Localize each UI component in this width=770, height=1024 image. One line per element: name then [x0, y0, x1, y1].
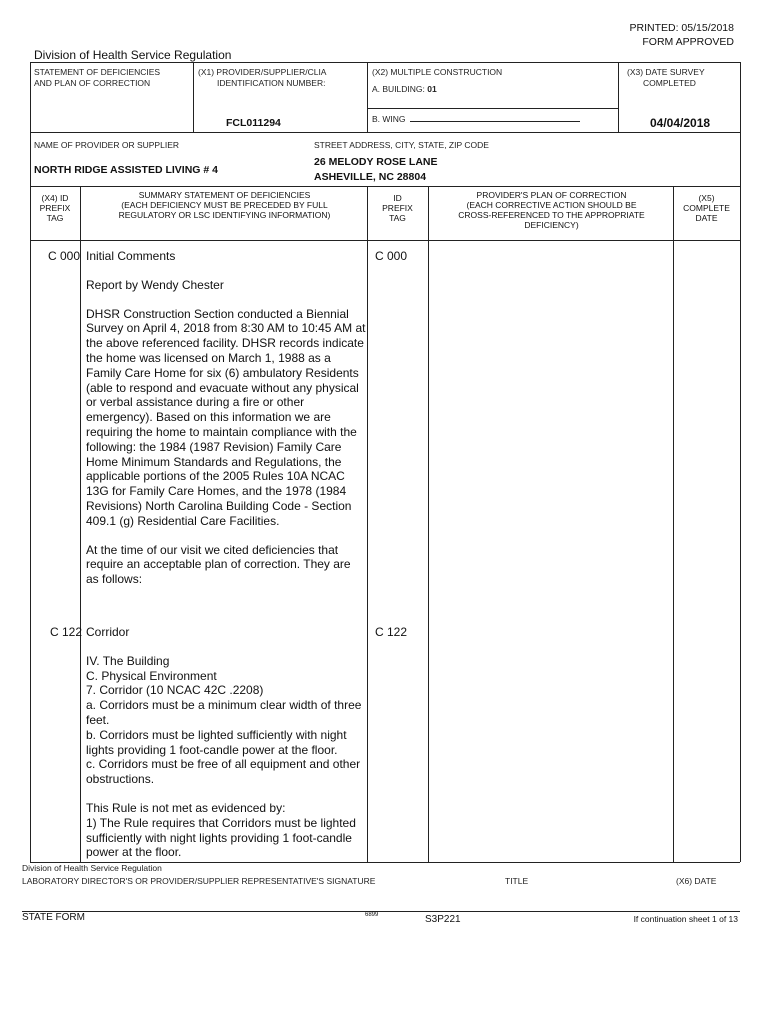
form-status: FORM APPROVED: [642, 36, 734, 48]
survey-date: 04/04/2018: [650, 116, 711, 130]
division-title: Division of Health Service Regulation: [34, 48, 232, 62]
deficiency-entry: [86, 249, 366, 601]
statement-label-1: STATEMENT OF DEFICIENCIES: [34, 67, 161, 77]
statement-label-2: AND PLAN OF CORRECTION: [34, 78, 151, 88]
summary-header: SUMMARY STATEMENT OF DEFICIENCIES (EACH DEFICIENCY MUST BE PRECEDED BY FULL REGULATORY OR LSC IDENTIFYING INFORMATION): [118, 190, 331, 220]
rule-line: C. Physical Environment: [86, 668, 217, 683]
x3-label-2: COMPLETED: [643, 78, 696, 88]
entry-title: Corridor: [86, 625, 130, 639]
building-field: [372, 84, 437, 94]
provider-label: NAME OF PROVIDER OR SUPPLIER: [34, 140, 179, 150]
x2-label: (X2) MULTIPLE CONSTRUCTION: [372, 67, 503, 77]
wing-label: B. WING: [372, 114, 406, 124]
rule-line: b. Corridors must be lighted sufficiently with night lights providing 1 foot-candle power at the floor.: [86, 727, 347, 757]
address-line-2: ASHEVILLE, NC 28804: [314, 171, 427, 183]
entry-paragraph: Report by Wendy Chester: [86, 277, 224, 292]
rule-line: 7. Corridor (10 NCAC 42C .2208): [86, 683, 264, 698]
building-value: 01: [427, 84, 437, 94]
id-header: ID PREFIX TAG: [382, 193, 413, 223]
plan-header: PROVIDER'S PLAN OF CORRECTION (EACH CORRECTIVE ACTION SHOULD BE CROSS-REFERENCED TO THE APPROPRIATE DEFICIENCY): [458, 190, 645, 230]
building-label: A. BUILDING:: [372, 84, 425, 94]
entry-title: Initial Comments: [86, 249, 176, 263]
rule-list: [86, 654, 366, 787]
id-prefix-tag: C 122: [375, 625, 408, 639]
id-prefix-tag: C 000: [375, 249, 408, 263]
printed-date: PRINTED: 05/15/2018: [629, 22, 734, 34]
provider-name: NORTH RIDGE ASSISTED LIVING # 4: [34, 164, 218, 176]
continuation-sheet: If continuation sheet 1 of 13: [633, 914, 738, 924]
entry-paragraph: This Rule is not met as evidenced by:: [86, 800, 286, 815]
form-code: S3P221: [425, 914, 461, 925]
entry-paragraph: At the time of our visit we cited deficiencies that require an acceptable plan of correction. They are as follows:: [86, 542, 351, 587]
address-label: STREET ADDRESS, CITY, STATE, ZIP CODE: [314, 140, 489, 150]
entry-paragraph: DHSR Construction Section conducted a Biennial Survey on April 4, 2018 from 8:30 AM to 10:45 AM at the above referenced facility. DHSR records indicate the home was licensed on March 1, 1988 as a Family Care Home for six (6) ambulatory Residents (able to respond and evacuate without any physical or verbal assistance during a fire or other emergency). Based on this information we are requiring the home to maintain compliance with the following: the 1984 (1987 Revision) Family Care Home Minimum Standards and Regulations, the applicable portions of the 2005 Rules 10A NCAC 13G for Family Care Homes, and the 1978 (1984 Revisions) North Carolina Building Code - Section 409.1 (g) Residential Care Facilities.: [86, 306, 366, 528]
provider-id: FCL011294: [226, 117, 281, 129]
form-number: 6899: [365, 912, 379, 918]
wing-field: [372, 113, 580, 124]
state-form: STATE FORM: [22, 912, 85, 923]
prefix-tag: C 000: [48, 249, 81, 263]
deficiency-entry: [86, 625, 366, 860]
address-line-1: 26 MELODY ROSE LANE: [314, 156, 438, 168]
x5-header: (X5) COMPLETE DATE: [683, 193, 730, 223]
wing-blank: [410, 113, 580, 122]
entry-paragraph: 1) The Rule requires that Corridors must be lighted sufficiently with night lights providing 1 foot-candle power at the floor.: [86, 815, 356, 860]
rule-line: IV. The Building: [86, 653, 170, 668]
signature-label: LABORATORY DIRECTOR'S OR PROVIDER/SUPPLIER REPRESENTATIVE'S SIGNATURE: [22, 876, 376, 886]
x3-label-1: (X3) DATE SURVEY: [627, 67, 705, 77]
prefix-tag: C 122: [50, 625, 83, 639]
x4-header: (X4) ID PREFIX TAG: [39, 193, 71, 223]
x6-date-label: (X6) DATE: [676, 876, 717, 886]
title-label: TITLE: [505, 876, 529, 886]
footer-division: Division of Health Service Regulation: [22, 863, 162, 873]
rule-line: c. Corridors must be free of all equipment and other obstructions.: [86, 757, 361, 787]
x1-label-1: (X1) PROVIDER/SUPPLIER/CLIA: [198, 67, 327, 77]
x1-label-2: IDENTIFICATION NUMBER:: [217, 78, 326, 88]
rule-line: a. Corridors must be a minimum clear width of three feet.: [86, 698, 362, 727]
